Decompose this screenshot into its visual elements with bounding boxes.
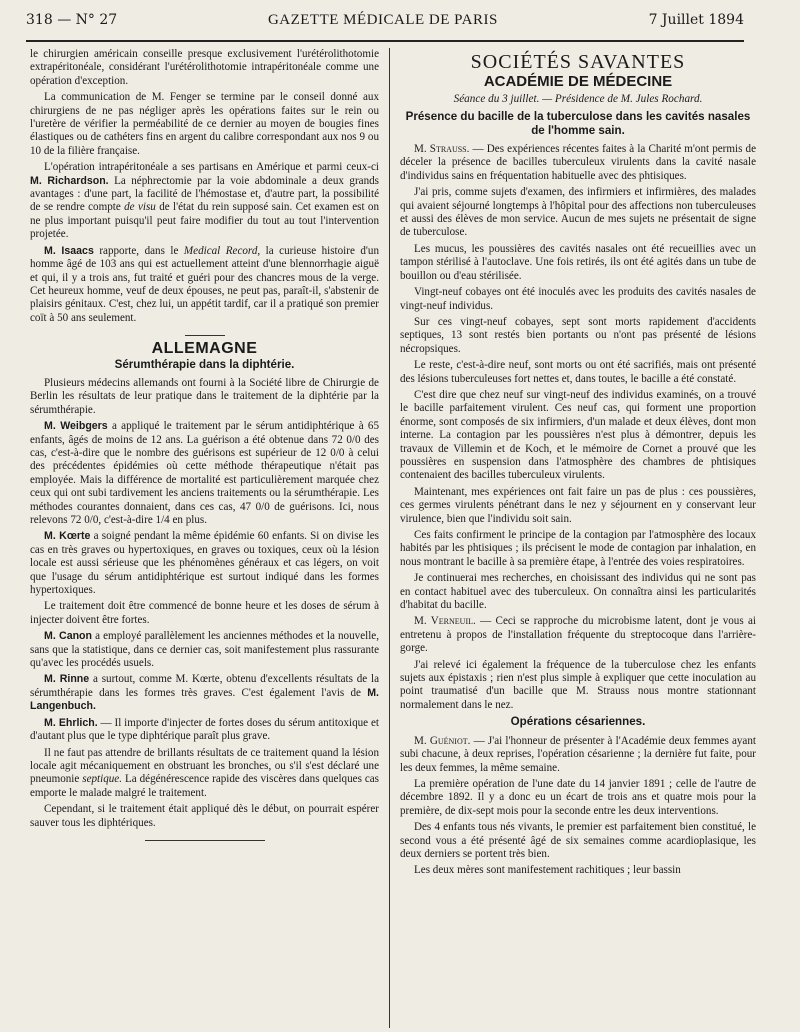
paragraph: M. Ehrlich. — Il importe d'injecter de fortes doses du sérum antitoxique et d'autant plus que le type diphtérique paraît plus grave. [30,716,379,743]
paragraph: J'ai pris, comme sujets d'examen, des infirmiers et infirmières, des malades qui avaient séjourné longtemps à l'hôpital pour des affections non tuberculeuses et aussi des élèves de mon service. Aucun de mes sujets ne présentait de signe de tuberculose. [400,186,756,239]
person-name: M. Guéniot. [414,734,471,747]
paragraph: M. Strauss. — Des expériences récentes faites à la Charité m'ont permis de déceler la présence de bacilles tuberculeux virulents dans la cavité nasale d'individus sains en fréquentation habituelle avec des phtisiques. [400,143,756,182]
paragraph: Les deux mères sont manifestement rachitiques ; leur bassin [414,864,681,877]
section-heading-societes: SOCIÉTÉS SAVANTES [470,51,686,73]
paragraph: J'ai relevé ici également la fréquence de la tuberculose chez les enfants sujets aux épistaxis ; rien n'est plus simple à expliquer que cette inoculation au point traumatisé d'un bacille que M. Strauss nous montre stationnant normalement dans le nez. [400,658,756,711]
paragraph: L'opération intrapéritonéale a ses partisans en Amérique et parmi ceux-ci M. Richardson. La néphrectomie par la voie abdominale a deux grands avantages : d'une part, la facilité de l'hémostase et, d'autre part, la possibilité de se rendre compte de visu de l'état du rein supposé sain. Cet examen est on ne plus important puisqu'il peut faire modifier du tout au tout l'intervention projetée. [30,161,379,241]
subsection-heading: Sérumthérapie dans la diphtérie. [114,357,295,371]
section-heading-allemagne: ALLEMAGNE [30,335,379,355]
person-name: M. Kœrte [44,530,91,543]
right-column [390,48,758,1028]
end-divider [145,840,265,841]
paragraph: le chirurgien américain conseille presque exclusivement l'urétérolithotomie extrapéritonéale, considérant l'urétérolithotomie intrapéritonéale comme une opération d'exception. [30,48,379,87]
page-number-issue: 318 — N° 27 [26,12,118,28]
paragraph: Maintenant, mes expériences ont fait faire un pas de plus : ces poussières, ces germes virulents pénétrant dans le nez y séjournent en y conservant leur virulence, bien que l'individu soit sain. [400,485,756,525]
person-name: M. Verneuil. [414,615,476,628]
person-name: M. Weibgers [44,420,108,433]
paragraph: Il ne faut pas attendre de brillants résultats de ce traitement quand la lésion locale agit mécaniquement en obstruant les bronches, ou s'il s'est déclaré une pneumonie septique. La dégénérescence rapide des viscères dans quelques cas emporte le malade malgré le traitement. [30,746,379,799]
person-name: M. Strauss. [414,143,470,156]
running-head [26,12,744,42]
journal-title: GAZETTE MÉDICALE DE PARIS [267,12,498,28]
paragraph: M. Isaacs rapporte, dans le Medical Record, la curieuse histoire d'un homme âgé de 103 ans qui est actuellement atteint d'une blennorrhagie aiguë et qui, il y a trois ans, fut traité et guéri pour des chancres mous de la verge. Cet heureux homme, veuf de deux épouses, ne peut pas, paraît-il, s'abstenir de plaisirs génitaux. C'est, chez lui, un appétit tardif, car il a pratiqué son premier coït à 50 ans seulement. [30,244,380,324]
issue-date: 7 Juillet 1894 [648,12,744,28]
academie-heading: ACADÉMIE DE MÉDECINE [483,73,673,91]
paragraph: M. Weibgers a appliqué le traitement par le sérum antidiphtérique à 65 enfants, âgés de moins de 12 ans. La guérison a été obtenue dans 72 0/0 des cas, c'est-à-dire que le nombre des guérisons est supérieur de 12 0/0 à celui des précédentes épidémies où cette méthode thérapeutique n'était pas employée. Mais la différence de mortalité est particulièrement marquée chez ceux qui ont subi tardivement les anciens traitements ou la sérumthérapie. Les méthodes courantes donnaient, dans ces cas, 47 0/0 de guérisons. Ici, nous relevons 72 0/0, c'est-à-dire 1/4 en plus. [30,420,379,526]
person-name: M. Richardson. [30,174,109,187]
paragraph: Sur ces vingt-neuf cobayes, sept sont morts rapidement d'accidents septiques, 13 sont restés bien portants ou n'ont pas présenté de lésions nécropsiques. [400,315,756,355]
paragraph: La communication de M. Fenger se termine par le conseil donné aux chirurgiens de ne pas négliger après les opérations faites sur le rein ou l'uretère de vérifier la perméabilité de ce dernier au moyen de bougies fines élastiques ou de cathéters fins en argent du calibre correspondant aux nos 9 ou 10 de la filière française. [30,91,379,157]
paragraph: M. Rinne a surtout, comme M. Kœrte, obtenu d'excellents résultats de la sérumthérapie dans les formes très graves. C'est également l'avis de M. Langenbuch. [30,673,380,713]
paragraph: Plusieurs médecins allemands ont fourni à la Société libre de Chirurgie de Berlin les résultats de leur pratique dans le traitement de la diphtérie par la sérumthérapie. [30,376,379,416]
paragraph: Le traitement doit être commencé de bonne heure et les doses de sérum à injecter doivent être fortes. [30,600,379,626]
paragraph: M. Verneuil. — Ceci se rapproche du microbisme latent, dont je vous ai entretenu à propos de l'installation fréquente du streptocoque dans l'arrière-gorge. [400,615,757,655]
paragraph: M. Guéniot. — J'ai l'honneur de présenter à l'Académie deux femmes ayant subi chacune, à deux reprises, l'opération césarienne ; la dernière fut faite, pour les deux femmes, la même semaine. [400,734,756,774]
subsection-heading: Opérations césariennes. [510,715,646,729]
person-name: M. Canon [44,630,92,643]
person-name: M. Ehrlich. [44,716,98,729]
paragraph: M. Canon a employé parallèlement les anciennes méthodes et la nouvelle, sans que la statistique, dans ce dernier cas, soit manifestement plus rassurante qu'avec les procédés usuels. [30,630,379,670]
paragraph: Je continuerai mes recherches, en choisissant des individus qui ne sont pas en contact habituel avec des tuberculeux. On connaîtra ainsi les particularités d'habitat du bacille. [400,572,756,612]
person-name: M. Rinne [44,673,90,686]
subsection-heading: Présence du bacille de la tuberculose dans les cavités nasales de l'homme sain. [405,110,751,137]
left-column [22,48,390,1028]
person-name: M. Langenbuch. [30,686,379,713]
paragraph: Vingt-neuf cobayes ont été inoculés avec les produits des cavités nasales de vingt-neuf individus. [400,286,756,312]
paragraph: La première opération de l'une date du 14 janvier 1891 ; celle de l'autre de décembre 1892. Il y a donc eu un écart de trois ans et quatre mois pour la première, de dix-sept mois pour la seconde entre les deux interventions. [400,777,756,817]
paragraph: C'est dire que chez neuf sur vingt-neuf des individus examinés, on a trouvé le bacille parfaitement virulent. Ces neuf cas, qui forment une proportion énorme, sont composés de six infirmiers, d'un malade et deux élèves, dont mon interne. La contagion par les poussières n'est plus à démontrer, depuis les travaux de Villemin et de Koch, et le mémoire de Cornet a prouvé que les poussières en suspension dans l'atmosphère des chambres de phtisiques contenaient des bacilles tuberculeux virulents. [400,388,756,482]
paragraph: Cependant, si le traitement était appliqué dès le début, on pourrait espérer sauver tous les diphtériques. [30,803,379,829]
seance-line: Séance du 3 juillet. — Présidence de M. Jules Rochard. [453,92,703,105]
article-columns [22,48,758,1028]
divider [185,335,225,336]
paragraph: Des 4 enfants tous nés vivants, le premier est parfaitement bien constitué, le second vous a été présenté âgé de six semaines comme acardioplasique, les deux derniers se portent très bien. [400,821,756,860]
paragraph: Les mucus, les poussières des cavités nasales ont été recueillies avec un tampon stérilisé à l'autoclave. Une fois retirés, ils ont été agités dans un tube de bouillon ou d'eau stérilisée. [400,242,756,282]
paragraph: Ces faits confirment le principe de la contagion par l'atmosphère des locaux habités par les phtisiques ; ils précisent le mode de contagion par inhalation, en nous montrant le bacille à sa première étape, à l'entrée des voies respiratoires. [400,529,756,568]
paragraph: Le reste, c'est-à-dire neuf, sont morts ou ont été sacrifiés, mais ont présenté des lésions tuberculeuses fort nettes et, dans toutes, le bacille a été constaté. [400,359,756,385]
person-name: M. Isaacs [44,244,94,257]
paragraph: M. Kœrte a soigné pendant la même épidémie 60 enfants. Si on divise les cas en très graves ou hypertoxiques, en graves ou toxiques, ceux où la lésion locale est aussi sérieuse que les phénomènes généraux et cas légers, on voit que l'usage du sérum antidiphtérique est surtout indiqué dans les formes hypertoxiques. [30,530,380,597]
